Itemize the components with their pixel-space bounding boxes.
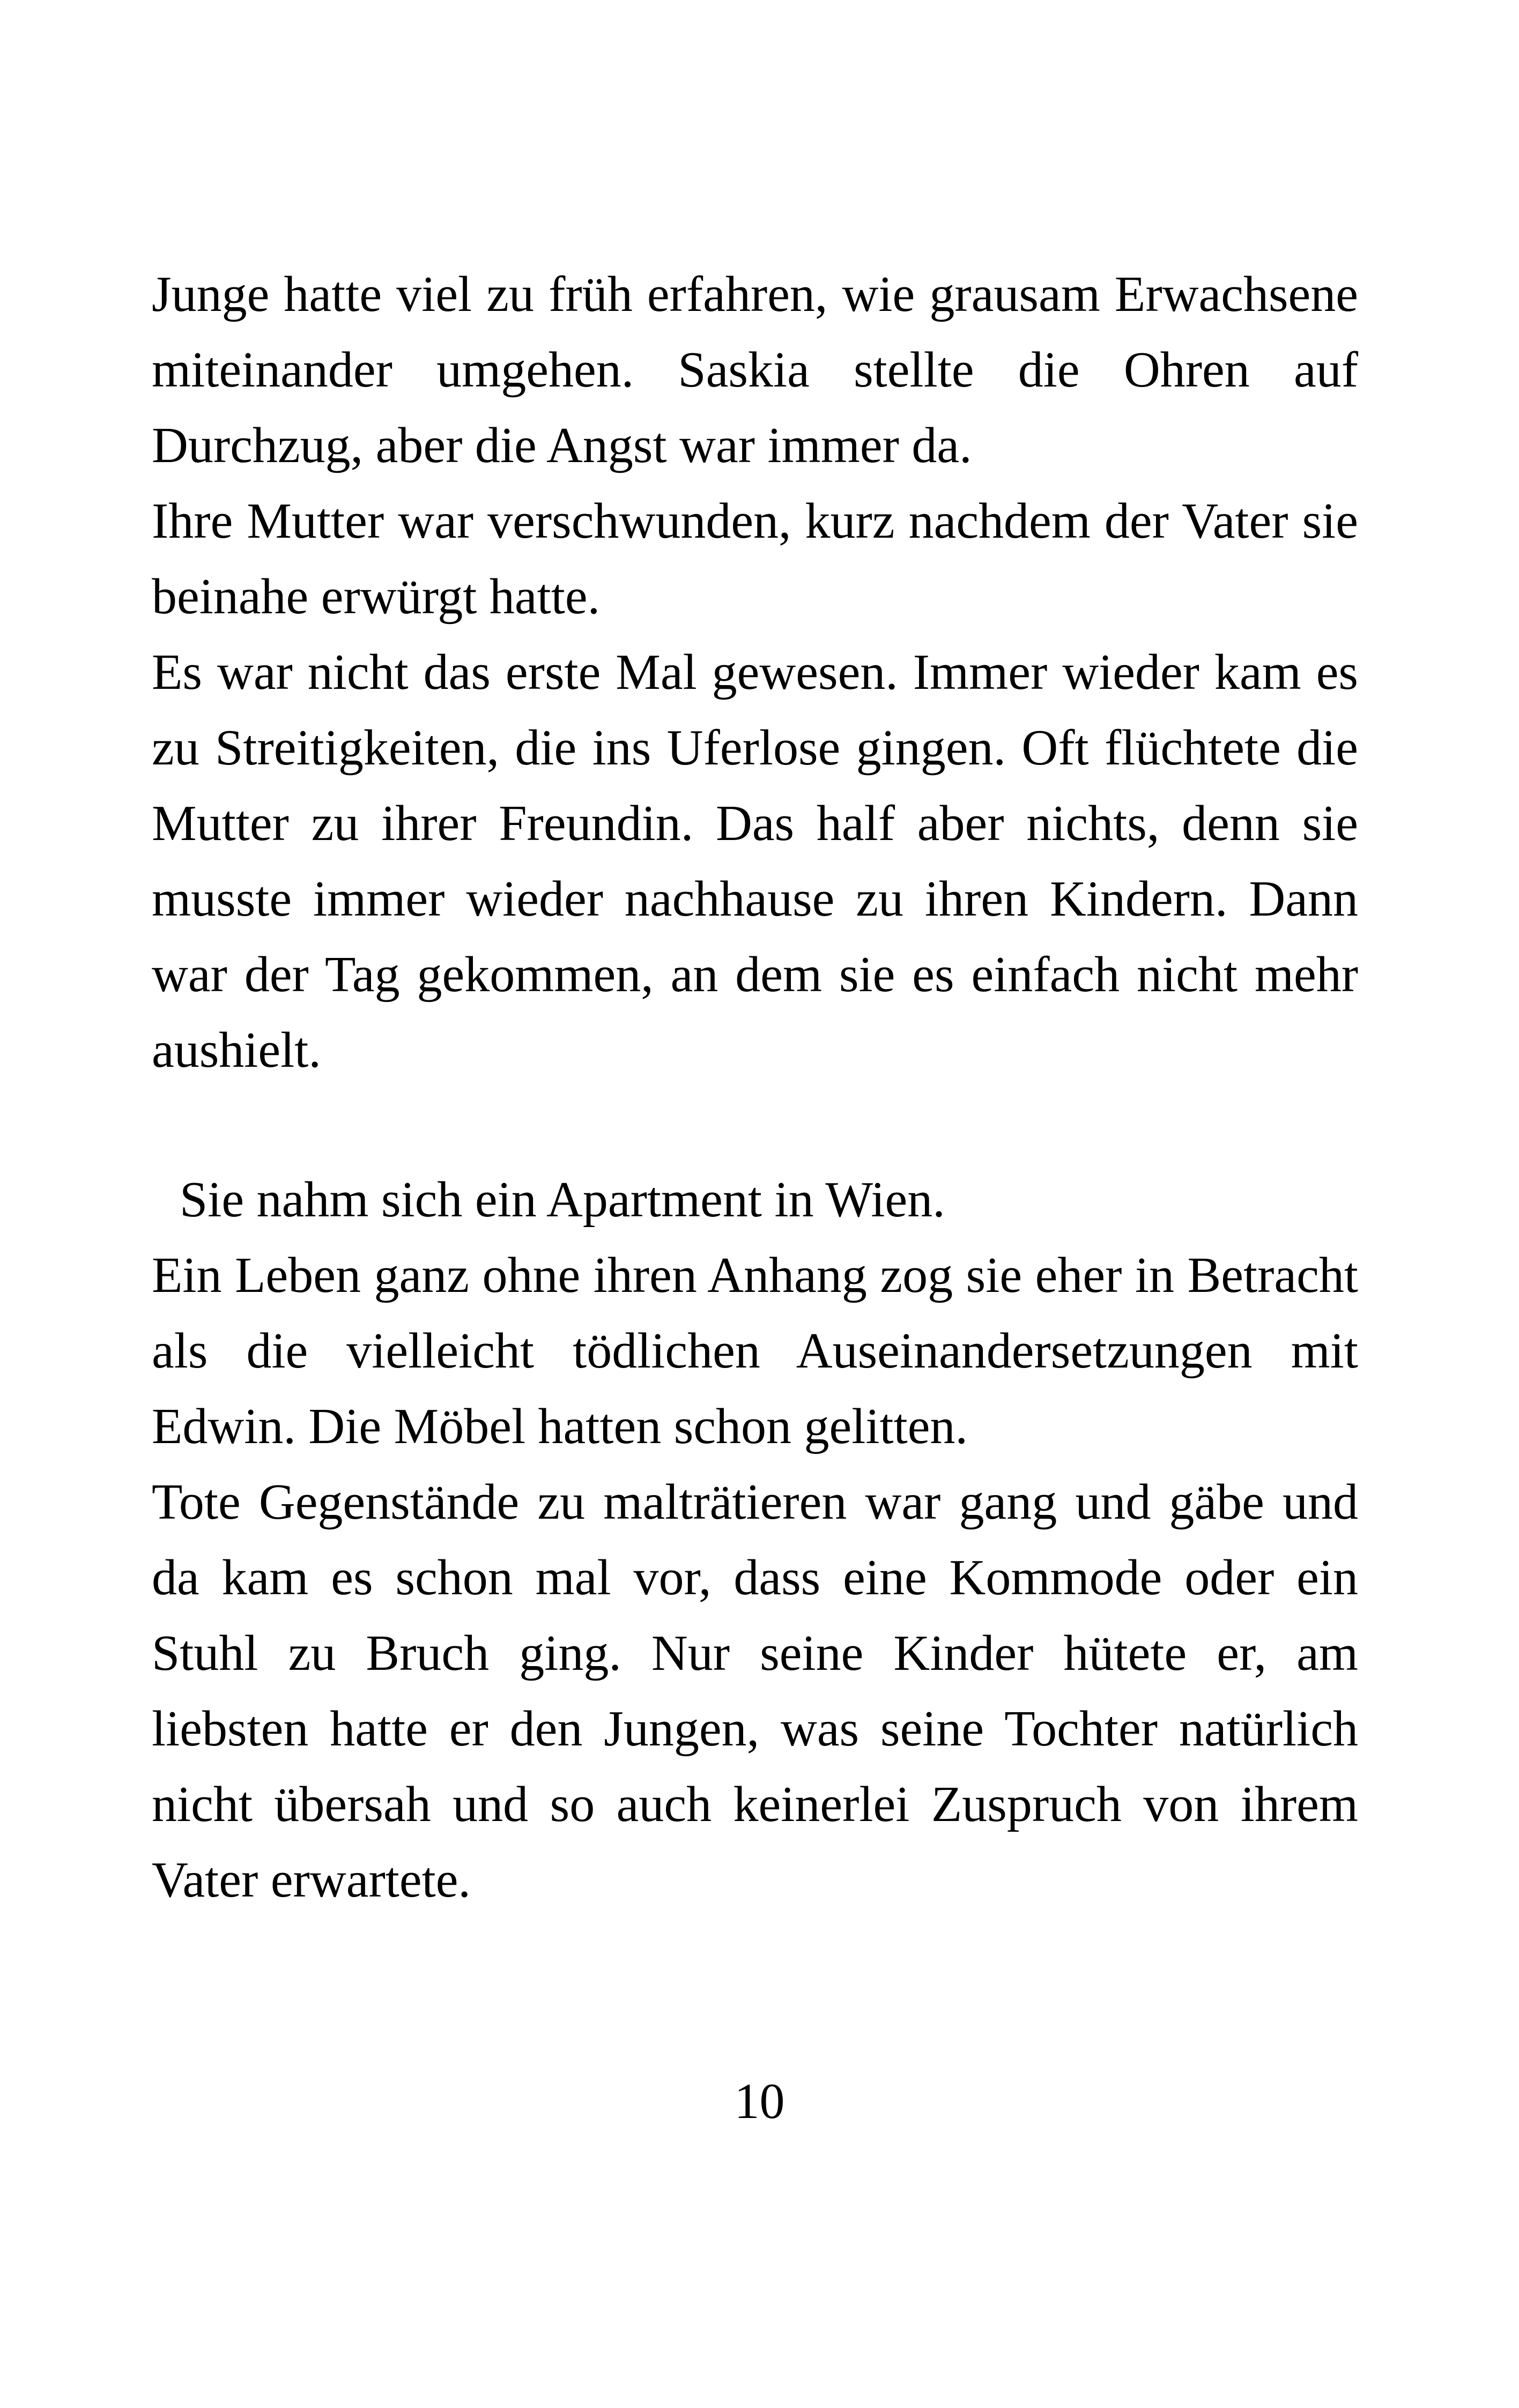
text-block-bottom — [152, 1162, 1358, 1918]
paragraph: Ein Leben ganz ohne ihren Anhang zog sie eher in Betracht als die vielleicht tödlichen Auseinandersetzungen mit Edwin. Die Möbel hatten schon gelitten. — [152, 1247, 1358, 1454]
paragraph: Es war nicht das erste Mal gewesen. Immer wieder kam es zu Streitigkeiten, die ins Uferlose gingen. Oft flüchtete die Mutter zu ihrer Freundin. Das half aber nichts, denn sie musste immer wieder nachhause zu ihren Kindern. Dann war der Tag gekommen, an dem sie es einfach nicht mehr aushielt. — [152, 644, 1358, 1078]
page-number: 10 — [734, 2073, 785, 2129]
paragraph: Ihre Mutter war verschwunden, kurz nachdem der Vater sie beinahe erwürgt hatte. — [152, 493, 1358, 625]
paragraph: Sie nahm sich ein Apartment in Wien. — [180, 1172, 945, 1228]
text-block-top — [152, 257, 1358, 1088]
paragraph: Tote Gegenstände zu malträtieren war gang und gäbe und da kam es schon mal vor, dass eine Kommode oder ein Stuhl zu Bruch ging. Nur seine Kinder hütete er, am liebsten hatte er den Jungen, was seine Tochter natürlich nicht übersah und so auch keinerlei Zuspruch von ihrem Vater erwartete. — [152, 1474, 1358, 1908]
paragraph: Junge hatte viel zu früh erfahren, wie grausam Erwachsene miteinander umgehen. Saskia stellte die Ohren auf Durchzug, aber die Angst war immer da. — [152, 266, 1358, 473]
